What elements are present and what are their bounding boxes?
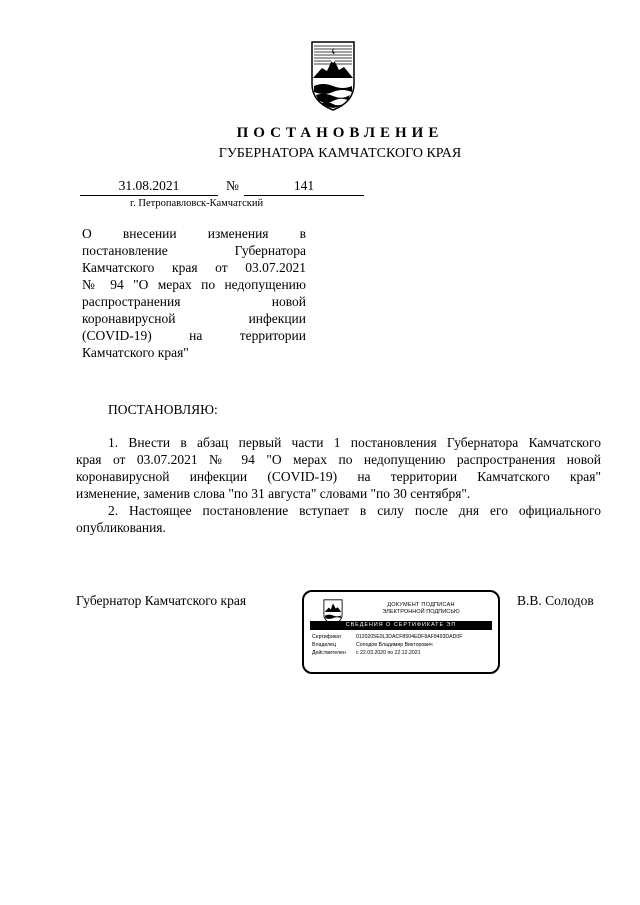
stamp-row-owner xyxy=(312,642,492,648)
stamp-label: Сертификат xyxy=(312,634,342,640)
document-subject xyxy=(82,225,306,361)
number-sign: № xyxy=(226,178,239,193)
document-title: ПОСТАНОВЛЕНИЕ xyxy=(236,125,444,141)
signer-position: Губернатор Камчатского края xyxy=(76,593,247,608)
subject-line: постановление Губернатора xyxy=(82,243,306,258)
subject-line: Камчатского края от 03.07.2021 xyxy=(82,260,306,275)
stamp-value: Солодов Владимир Викторович xyxy=(356,642,433,648)
stamp-heading: ДОКУМЕНТ ПОДПИСАН xyxy=(387,602,455,608)
body-line: коронавирусной инфекции (COVID-19) на территории Камчатского края" xyxy=(76,469,601,484)
stamp-certificate-bar: СВЕДЕНИЯ О СЕРТИФИКАТЕ ЭП xyxy=(310,621,492,630)
signer-name: В.В. Солодов xyxy=(517,593,594,608)
body-line: 2. Настоящее постановление вступает в силу после дня его официального xyxy=(108,503,601,518)
body-line: 1. Внести в абзац первый части 1 постановления Губернатора Камчатского xyxy=(108,435,601,450)
stamp-label: Действителен xyxy=(312,650,346,656)
body-line: опубликования. xyxy=(76,520,166,535)
stamp-subheading: ЭЛЕКТРОННОЙ ПОДПИСЬЮ xyxy=(382,609,460,615)
document-number: 141 xyxy=(244,177,364,196)
stamp-value: с 22.03.2020 по 22.12.2021 xyxy=(356,650,421,656)
document-subtitle: ГУБЕРНАТОРА КАМЧАТСКОГО КРАЯ xyxy=(218,146,462,161)
document-body xyxy=(76,434,601,536)
document-date: 31.08.2021 xyxy=(80,177,218,196)
document-city: г. Петропавловск-Камчатский xyxy=(130,198,264,209)
stamp-row-certificate xyxy=(312,634,492,640)
stamp-label: Владелец xyxy=(312,642,336,648)
decree-word: ПОСТАНОВЛЯЮ: xyxy=(108,402,218,417)
subject-line: коронавирусной инфекции xyxy=(82,311,306,326)
subject-line: № 94 "О мерах по недопущению xyxy=(82,277,306,292)
subject-line: (COVID-19) на территории xyxy=(82,328,306,343)
stamp-value: 0120205E0L3DACF8504EDF8AF8493DAD0F xyxy=(356,634,463,640)
body-line: края от 03.07.2021 № 94 "О мерах по недопущению распространения новой xyxy=(76,452,601,467)
subject-line: Камчатского края" xyxy=(82,345,189,360)
electronic-signature-stamp xyxy=(302,590,500,674)
kamchatka-emblem-icon xyxy=(308,40,358,112)
subject-line: распространения новой xyxy=(82,294,306,309)
stamp-row-validity xyxy=(312,650,492,656)
body-line: изменение, заменив слова "по 31 августа" словами "по 30 сентября". xyxy=(76,486,471,501)
subject-line: О внесении изменения в xyxy=(82,226,306,241)
